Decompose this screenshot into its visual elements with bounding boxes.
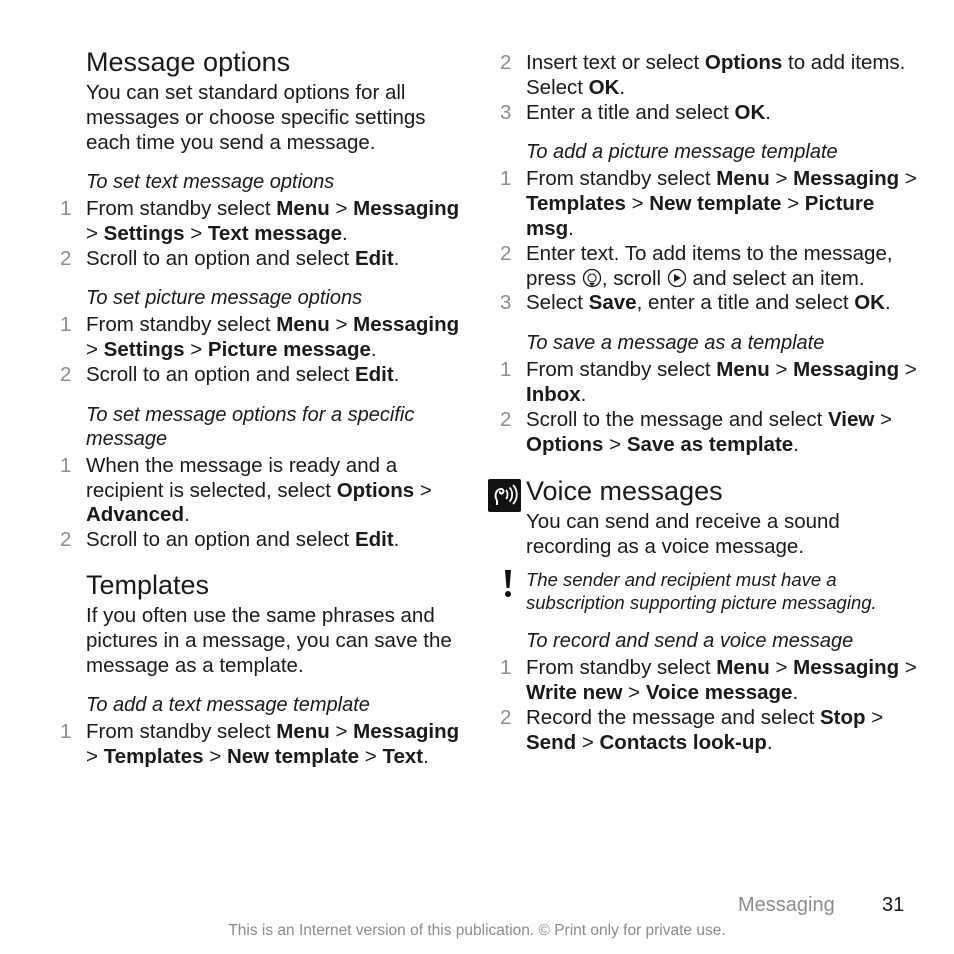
step-text: From standby select Menu > Messaging > Inbox. [526,358,917,406]
procedure-title-picture-template: To add a picture message template [526,141,838,164]
command-new-template: New template [649,192,782,216]
command-edit: Edit [354,528,394,552]
command-edit: Edit [354,362,394,386]
command-save: Save [588,291,637,315]
step-text: From standby select Menu > Messaging > Settings > Picture message. [86,313,460,362]
step [60,247,470,272]
procedure-title-save-template: To save a message as a template [526,332,825,355]
command-messaging: Messaging [793,656,900,680]
step-number: 1 [60,197,72,220]
procedure-title-specific-options: To set message options for a specific message [86,403,415,450]
command-messaging: Messaging [793,167,900,191]
step [500,706,920,756]
message-options-intro: You can set standard options for all messages or choose specific settings each time you send a message. [86,81,426,154]
command-picture-msg: Picture msg [526,192,875,240]
command-text-message: Text message [207,221,343,245]
command-picture-message: Picture message [207,338,371,362]
step-number: 2 [60,246,72,270]
step [500,51,920,101]
step-text: Insert text or select Options to add items. Select OK. [526,51,906,99]
step-text: Scroll to the message and select View > Options > Save as template. [526,407,892,456]
step-number: 1 [60,719,72,743]
command-ok: OK [854,291,885,315]
step-text: Scroll to an option and select Edit. [86,528,400,552]
step [500,101,920,126]
step-text: When the message is ready and a recipient is selected, select Options > Advanced. [86,453,432,527]
step-number: 1 [500,656,512,680]
step-text: From standby select Menu > Messaging > Templates > New template > Text. [86,719,460,768]
command-text: Text [382,744,424,768]
step-text: From standby select Menu > Messaging > Templates > New template > Picture msg. [526,167,917,240]
steps-text-options [60,197,470,271]
steps-add-text-template [60,720,470,770]
procedure-title-text-options: To set text message options [86,171,335,193]
command-contacts-look-up: Contacts look-up [599,730,767,754]
command-inbox: Inbox [526,382,581,406]
page-number: 31 [882,894,905,916]
command-options: Options [526,432,604,456]
heading-message-options: Message options [86,47,291,77]
step [60,528,470,553]
step [60,454,470,528]
step-text: Record the message and select Stop > Send > Contacts look-up. [526,705,884,754]
footer-section-name: Messaging [738,894,835,916]
command-settings: Settings [103,338,185,362]
command-options: Options [336,478,415,502]
command-messaging: Messaging [353,719,460,743]
steps-picture-options [60,313,470,387]
step-text: Enter a title and select OK. [526,100,771,124]
step [500,656,920,706]
command-templates: Templates [103,744,204,768]
command-menu: Menu [716,656,770,680]
step [60,363,470,388]
step [500,242,920,292]
steps-picture-template [500,167,920,316]
command-ok: OK [588,75,620,99]
procedure-title-add-text-template: To add a text message template [86,693,370,716]
step-text: Enter text. To add items to the message, press , scroll and select an item. [526,241,893,290]
voice-intro: You can send and receive a sound recording as a voice message. [526,510,840,559]
command-advanced: Advanced [86,503,184,527]
command-send: Send [526,730,577,754]
procedure-title-picture-options: To set picture message options [86,287,363,310]
voice-section-header [500,475,920,507]
step [500,408,920,458]
templates-intro: If you often use the same phrases and pictures in a message, you can save the message as a template. [86,603,452,677]
command-messaging: Messaging [793,358,900,382]
command-save-as-template: Save as template [626,432,794,456]
step [500,167,920,241]
step-text: From standby select Menu > Messaging > Write new > Voice message. [526,656,917,705]
command-messaging: Messaging [353,197,460,220]
step-number: 1 [500,358,512,382]
step-number: 2 [60,362,72,386]
steps-record-voice [500,656,920,755]
step-text: Scroll to an option and select Edit. [86,362,400,386]
voice-message-icon [488,479,521,512]
command-templates: Templates [526,192,626,216]
note-text: The sender and recipient must have a subscription supporting picture messaging. [526,569,877,614]
step-text: Select Save, enter a title and select OK. [526,291,891,315]
note [526,568,920,614]
step [60,197,470,247]
command-messaging: Messaging [353,313,460,337]
step-text: Scroll to an option and select Edit. [86,246,400,270]
steps-save-template [500,358,920,457]
selection-key-icon [582,268,602,288]
step-number: 3 [500,291,512,315]
command-ok: OK [734,100,766,124]
step-text: From standby select Menu > Messaging > Settings > Text message. [86,197,460,245]
step-number: 1 [60,313,72,337]
command-menu: Menu [716,167,770,191]
footer-notice: This is an Internet version of this publication. © Print only for private use. [228,922,726,939]
step-number: 2 [500,705,512,729]
command-stop: Stop [820,705,866,729]
navigation-key-icon [667,268,687,288]
left-column [60,46,470,770]
exclamation-icon [500,569,516,601]
command-options: Options [704,51,783,74]
step-number: 2 [500,241,512,265]
command-menu: Menu [276,719,330,743]
procedure-title-record-voice: To record and send a voice message [526,630,854,653]
right-column [500,51,920,756]
command-view: View [827,407,875,431]
step-number: 2 [500,51,512,74]
steps-specific-options [60,454,470,553]
command-settings: Settings [103,221,185,245]
command-write-new: Write new [526,681,623,705]
step [500,291,920,316]
step-number: 2 [500,407,512,431]
step-number: 1 [60,453,72,477]
step-number: 3 [500,100,512,124]
step [60,313,470,363]
step-number: 1 [500,167,512,191]
heading-templates: Templates [86,569,210,600]
command-edit: Edit [354,246,394,270]
command-menu: Menu [276,197,330,220]
command-menu: Menu [276,313,330,337]
command-menu: Menu [716,358,770,382]
step [500,358,920,408]
step [60,720,470,770]
heading-voice-messages: Voice messages [526,476,723,507]
steps-add-text-template-continued [500,51,920,125]
command-new-template: New template [226,744,360,768]
step-number: 2 [60,528,72,552]
command-voice-message: Voice message [645,681,793,705]
